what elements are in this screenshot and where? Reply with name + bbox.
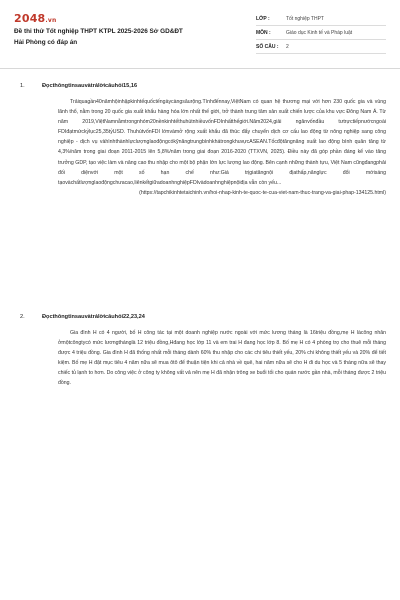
exam-meta bbox=[256, 12, 386, 60]
meta-label: LỚP : bbox=[256, 15, 270, 22]
question-section-2 bbox=[0, 314, 400, 389]
logo-main: 2048 bbox=[14, 12, 46, 25]
section-heading bbox=[0, 83, 400, 89]
section-number: 1. bbox=[20, 83, 25, 89]
section-body bbox=[58, 97, 386, 198]
meta-label: MÔN : bbox=[256, 29, 271, 36]
meta-row-class bbox=[256, 12, 386, 26]
section-title: Đọcthôngtinsauvàtrảlờicâuhỏi22,23,24 bbox=[42, 314, 145, 320]
passage-text: Gia đình H có 4 người, bố H công tác tại một doanh nghiệp nước ngoài với mức lương tháng là 16triệu đồng,mẹ H làcông nhân ởmộtcôngtycó mức lươngthánglà 12 triệu đồng,Hđang học lớp 11 và em trai H đang học lớp 8. Bố mẹ H có 4 phòng trọ cho thuê mỗi tháng được 4 triệu đồng. Gia đình H đã thống nhất mỗi tháng dành 60% thu nhập cho các chi tiêu thiết yếu, 20% chi không thiết yếu và 20% để tiết kiệm. Bố mẹ H đặt mục tiêu 4 năm nữa sẽ mua ôtô để thuận tiện khi cả nhà về quê, hai năm nữa sẽ cho H đi du học và 5 tháng nữa sẽ thay chiếc tủ lạnh to hơn. Do công việc ở công ty không vất vả nên mẹ H đã nhận trông xe buổi tối cho quán nước gần nhà, mỗi tháng được 2 triệu đồng. bbox=[58, 330, 386, 387]
section-body bbox=[58, 328, 386, 389]
question-section-1 bbox=[0, 83, 400, 198]
meta-label: SỐ CÂU : bbox=[256, 43, 279, 50]
meta-value: Giáo dục Kinh tế và Pháp luật bbox=[286, 29, 353, 36]
section-title: Đọcthôngtinsauvàtrảlờicâuhỏi15,16 bbox=[42, 83, 138, 89]
exam-title-line2: Hải Phòng có đáp án bbox=[14, 39, 78, 46]
document-header bbox=[0, 0, 400, 60]
section-heading bbox=[0, 314, 400, 320]
logo-tld: .vn bbox=[45, 17, 57, 24]
exam-title-line1: Đề thi thử Tốt nghiệp THPT KTPL 2025-2026 Sở GD&ĐT bbox=[14, 28, 183, 35]
passage-text: Trảiquagần40nămhộinhậpkinhtếquốctếngàycàngsâurộng.Tínhđếnnay,ViệtNam có quan hệ thương mại với hơn 230 quốc gia và vùng lãnh thổ, nằm trong 20 quốc gia xuất khẩu hàng hóa lớn nhất thế giới, trở thành trung tâm sản xuất chiến lược của khu vực Đông Nam Á. Từ năm 2019,ViệtNamnằmtrongnhóm20nềnkinhtếthuhútnhiềuvốnFDInhấtthếgiới.Năm2024,giải ngânvốnđầu tưtrựctiếpnướcngoài FDIđạtmứckỷlục25,35tỷUSD. ThuhútvốnFDI lớnvàmở rộng xuất khẩu đã thúc đẩy chuyển dịch cơ cấu lao động từ nông nghiệp sang công nghiệp - dịch vụ vàhìnhthànhlựclượnglaođộngcókỹnăngtrungbìnhkhátrongkhuvựcASEAN.Tốcđộtăngnăng xuất lao động bình quân tăng từ 4,3%/năm trong giai đoạn 2011-2015 lên 5,8%/năm trong giai đoạn 2016-2020 (TTXVN, 2025). Điều này đã góp phần đáng kể vào tăng trưởng GDP, tạo việc làm và nâng cao thu nhập cho một bộ phận lớn lực lượng lao động. Bên cạnh những thành tựu, Việt Nam cũngđangphải đối diệnvới một số hạn chế như:Giá trịgiatăngnội địathấp,nănglực đổi mớisáng tạovàchấtlượnglaođộngchưacao,liênkếtgiữadoanhnghiệpFDIvàdoanhnghiệpnộiđịa vẫn còn yếu... bbox=[58, 99, 386, 186]
site-logo[interactable] bbox=[14, 12, 246, 25]
header-left bbox=[14, 12, 246, 60]
meta-row-count bbox=[256, 40, 386, 54]
header-divider bbox=[0, 68, 400, 69]
section-number: 2. bbox=[20, 314, 25, 320]
meta-value: 2 bbox=[286, 43, 289, 50]
meta-value: Tốt nghiệp THPT bbox=[286, 15, 324, 22]
source-link[interactable]: (https://tapchikinhtetaichinh.vn/hoi-nhap-kinh-te-quoc-te-cua-viet-nam-thuc-trang-va-giai-phap-134125.html) bbox=[139, 189, 386, 196]
meta-row-subject bbox=[256, 26, 386, 40]
